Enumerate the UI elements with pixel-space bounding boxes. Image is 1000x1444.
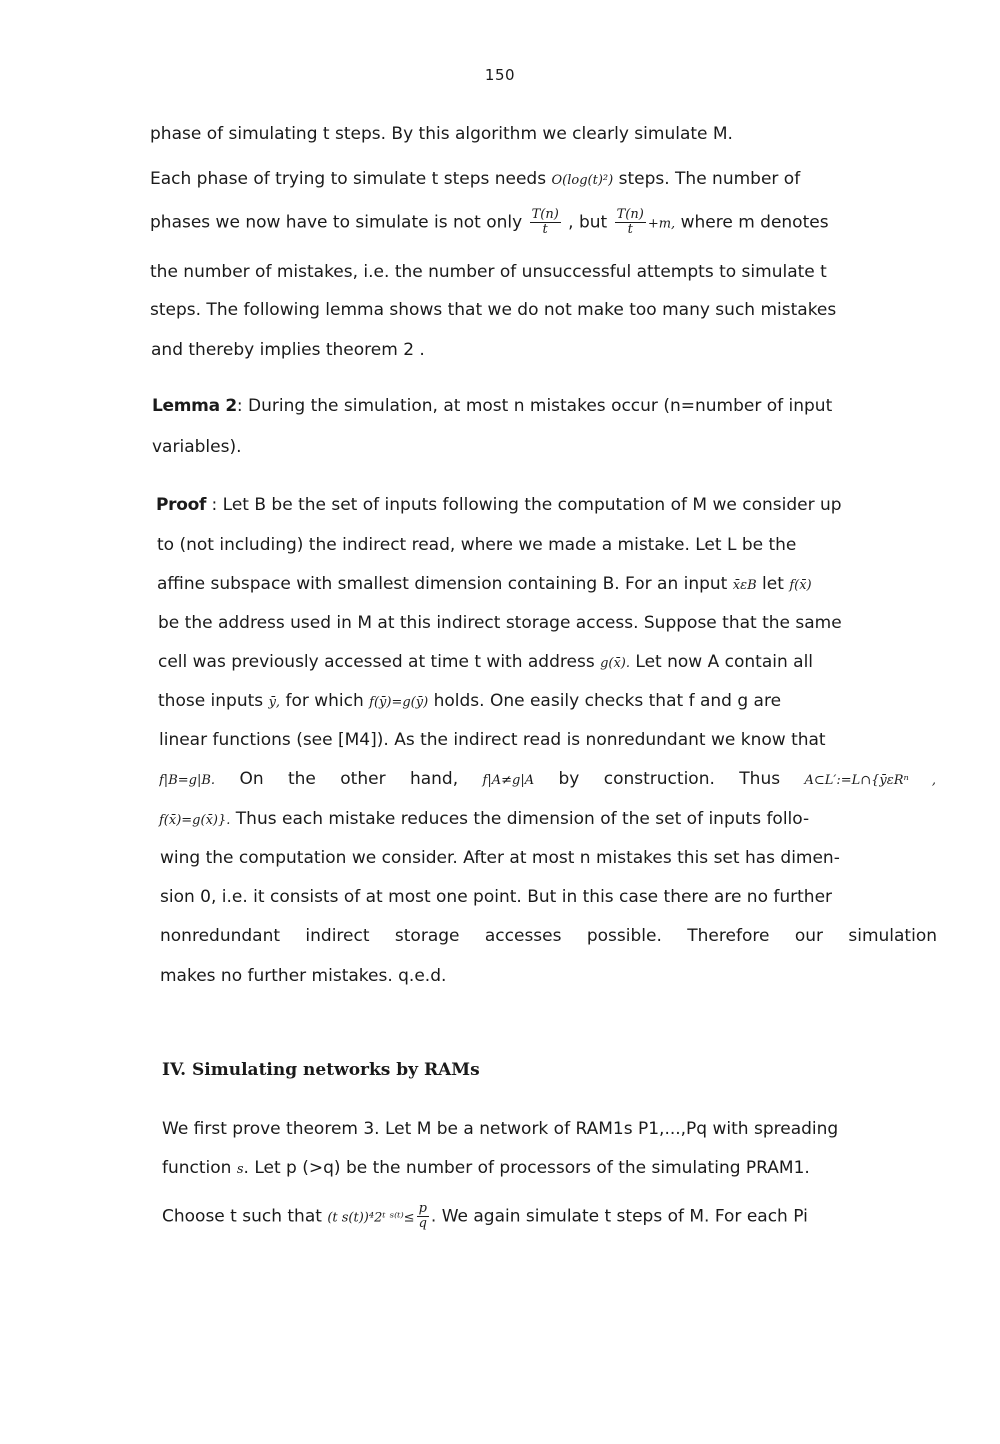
proof-line: sion 0, i.e. it consists of at most one point. But in this case there are no further — [160, 887, 833, 907]
text-run: On the other hand, — [239, 769, 459, 789]
text-run: for which — [285, 691, 364, 711]
math-expression: f(ȳ)=g(ȳ) — [369, 695, 429, 710]
proof-line — [156, 494, 842, 516]
section-line — [162, 1157, 810, 1181]
lemma-line — [152, 395, 832, 417]
fraction-numerator: T(n) — [531, 207, 559, 222]
section-line — [162, 1202, 808, 1231]
math-expression: s — [236, 1162, 244, 1177]
proof-line — [157, 573, 812, 597]
section-line: We first prove theorem 3. Let M be a network of RAM1s P1,...,Pq with spreading — [162, 1119, 839, 1139]
proof-line: nonredundant indirect storage accesses possible. Therefore our simulation — [160, 926, 937, 946]
fraction-denominator: t — [627, 222, 633, 237]
fraction-numerator: p — [418, 1201, 427, 1216]
text-run: , but — [568, 212, 608, 233]
proof-line: makes no further mistakes. q.e.d. — [160, 966, 447, 986]
proof-line: to (not including) the indirect read, where we made a mistake. Let L be the — [157, 535, 797, 555]
text-run: : Let B be the set of inputs following the computation of M we consider up — [211, 495, 842, 515]
paragraph-line: steps. The following lemma shows that we do not make too many such mistakes — [150, 300, 837, 320]
text-run: let — [762, 574, 784, 594]
text-run: phases we now have to simulate is not only — [150, 212, 523, 233]
text-run: cell was previously accessed at time t with address — [158, 652, 595, 672]
math-expression: +m, — [647, 216, 676, 232]
lemma-label: Lemma 2 — [152, 396, 237, 416]
paragraph-line — [150, 208, 829, 237]
proof-line: linear functions (see [M4]). As the indirect read is nonredundant we know that — [159, 730, 826, 750]
math-expression: x̄εB — [732, 578, 757, 593]
fraction — [417, 1202, 429, 1231]
section-heading: IV. Simulating networks by RAMs — [162, 1060, 480, 1080]
paragraph-line: the number of mistakes, i.e. the number of unsuccessful attempts to simulate t — [150, 262, 827, 282]
fraction-denominator: q — [418, 1216, 427, 1231]
text-run: holds. One easily checks that f and g are — [433, 691, 782, 711]
text-run: . We again simulate t steps of M. For each Pi — [430, 1206, 808, 1227]
fraction-numerator: T(n) — [616, 207, 644, 222]
text-run: steps. The number of — [618, 169, 801, 189]
paragraph-line: and thereby implies theorem 2 . — [151, 340, 425, 360]
text-run: affine subspace with smallest dimension containing B. For an input — [157, 574, 728, 594]
text-run: . Let p (>q) be the number of processors of the simulating PRAM1. — [243, 1158, 810, 1178]
math-expression: f|A≠g|A — [482, 773, 535, 788]
fraction-denominator: t — [542, 222, 548, 237]
text-run: Let now A contain all — [635, 652, 814, 672]
proof-line — [159, 808, 809, 832]
text-run: by construction. — [558, 769, 715, 789]
math-expression: ȳ, — [268, 695, 281, 710]
proof-line — [158, 651, 813, 675]
proof-label: Proof — [156, 495, 207, 515]
proof-line — [159, 768, 936, 792]
text-run: Thus — [739, 769, 781, 789]
text-run: function — [162, 1158, 232, 1178]
math-expression: O(log(t)²) — [551, 173, 614, 188]
text-run: Each phase of trying to simulate t steps needs — [150, 169, 547, 189]
page-number: 150 — [484, 66, 516, 84]
text-run: : During the simulation, at most n mistakes occur (n=number of input — [236, 396, 833, 416]
proof-line: wing the computation we consider. After at most n mistakes this set has dimen- — [160, 848, 840, 868]
proof-line — [158, 690, 781, 714]
fraction — [530, 208, 561, 237]
math-expression: f(x̄)=g(x̄)}. — [159, 813, 231, 828]
text-run: Thus each mistake reduces the dimension of the set of inputs follo- — [235, 809, 810, 829]
text-run: those inputs — [158, 691, 264, 711]
math-expression: (t s(t))⁴2ᵗ ˢ⁽ᵗ⁾≤ — [327, 1210, 415, 1226]
fraction — [615, 208, 646, 237]
math-expression: f(x̄) — [789, 578, 812, 593]
text-run: Choose t such that — [162, 1206, 322, 1227]
math-expression: g(x̄). — [600, 656, 631, 671]
proof-line: be the address used in M at this indirect storage access. Suppose that the same — [158, 613, 842, 633]
paragraph-line: phase of simulating t steps. By this algorithm we clearly simulate M. — [150, 124, 733, 144]
math-expression: f|B=g|B. — [159, 773, 216, 788]
lemma-line: variables). — [152, 437, 242, 457]
math-expression: A⊂L′:=L∩{ȳεRⁿ , — [804, 773, 936, 788]
paragraph-line — [150, 168, 800, 192]
text-run: where m denotes — [680, 212, 829, 233]
